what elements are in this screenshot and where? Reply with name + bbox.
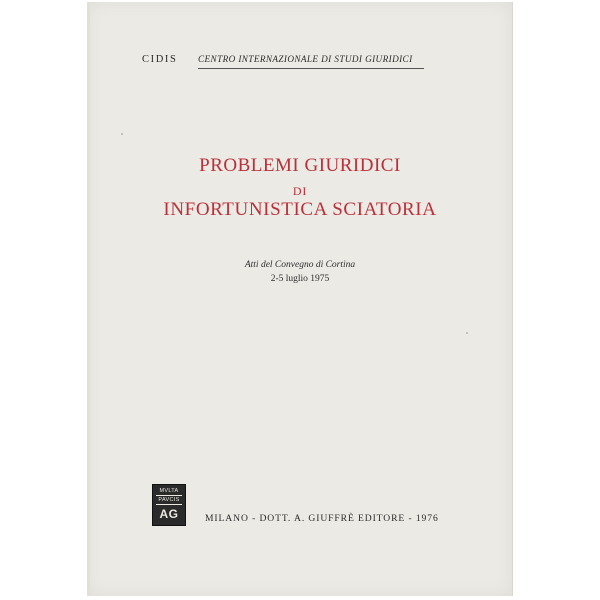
logo-row-2: PAVCIS bbox=[156, 496, 182, 505]
institution-abbreviation: CIDIS bbox=[142, 54, 178, 65]
cover-left-edge bbox=[87, 2, 90, 596]
publisher-imprint: MILANO - DOTT. A. GIUFFRÈ EDITORE - 1976 bbox=[205, 513, 439, 524]
institution-full-name: CENTRO INTERNAZIONALE DI STUDI GIURIDICI bbox=[198, 54, 413, 64]
institution-header bbox=[142, 54, 442, 68]
paper-speck bbox=[121, 133, 123, 135]
paper-speck bbox=[466, 332, 468, 334]
conference-proceedings: Atti del Convegno di Cortina bbox=[244, 260, 356, 270]
cover-sheet bbox=[87, 2, 513, 596]
publisher-logo bbox=[152, 484, 186, 526]
conference-dates: 2-5 luglio 1975 bbox=[270, 274, 330, 284]
logo-row-3: AG bbox=[159, 507, 179, 521]
header-underline bbox=[198, 68, 424, 69]
title-line-1: PROBLEMI GIURIDICI bbox=[199, 155, 401, 176]
title-line-3: INFORTUNISTICA SCIATORIA bbox=[163, 199, 437, 220]
title-line-2: DI bbox=[292, 184, 308, 198]
logo-row-1: MVLTA bbox=[156, 487, 182, 496]
